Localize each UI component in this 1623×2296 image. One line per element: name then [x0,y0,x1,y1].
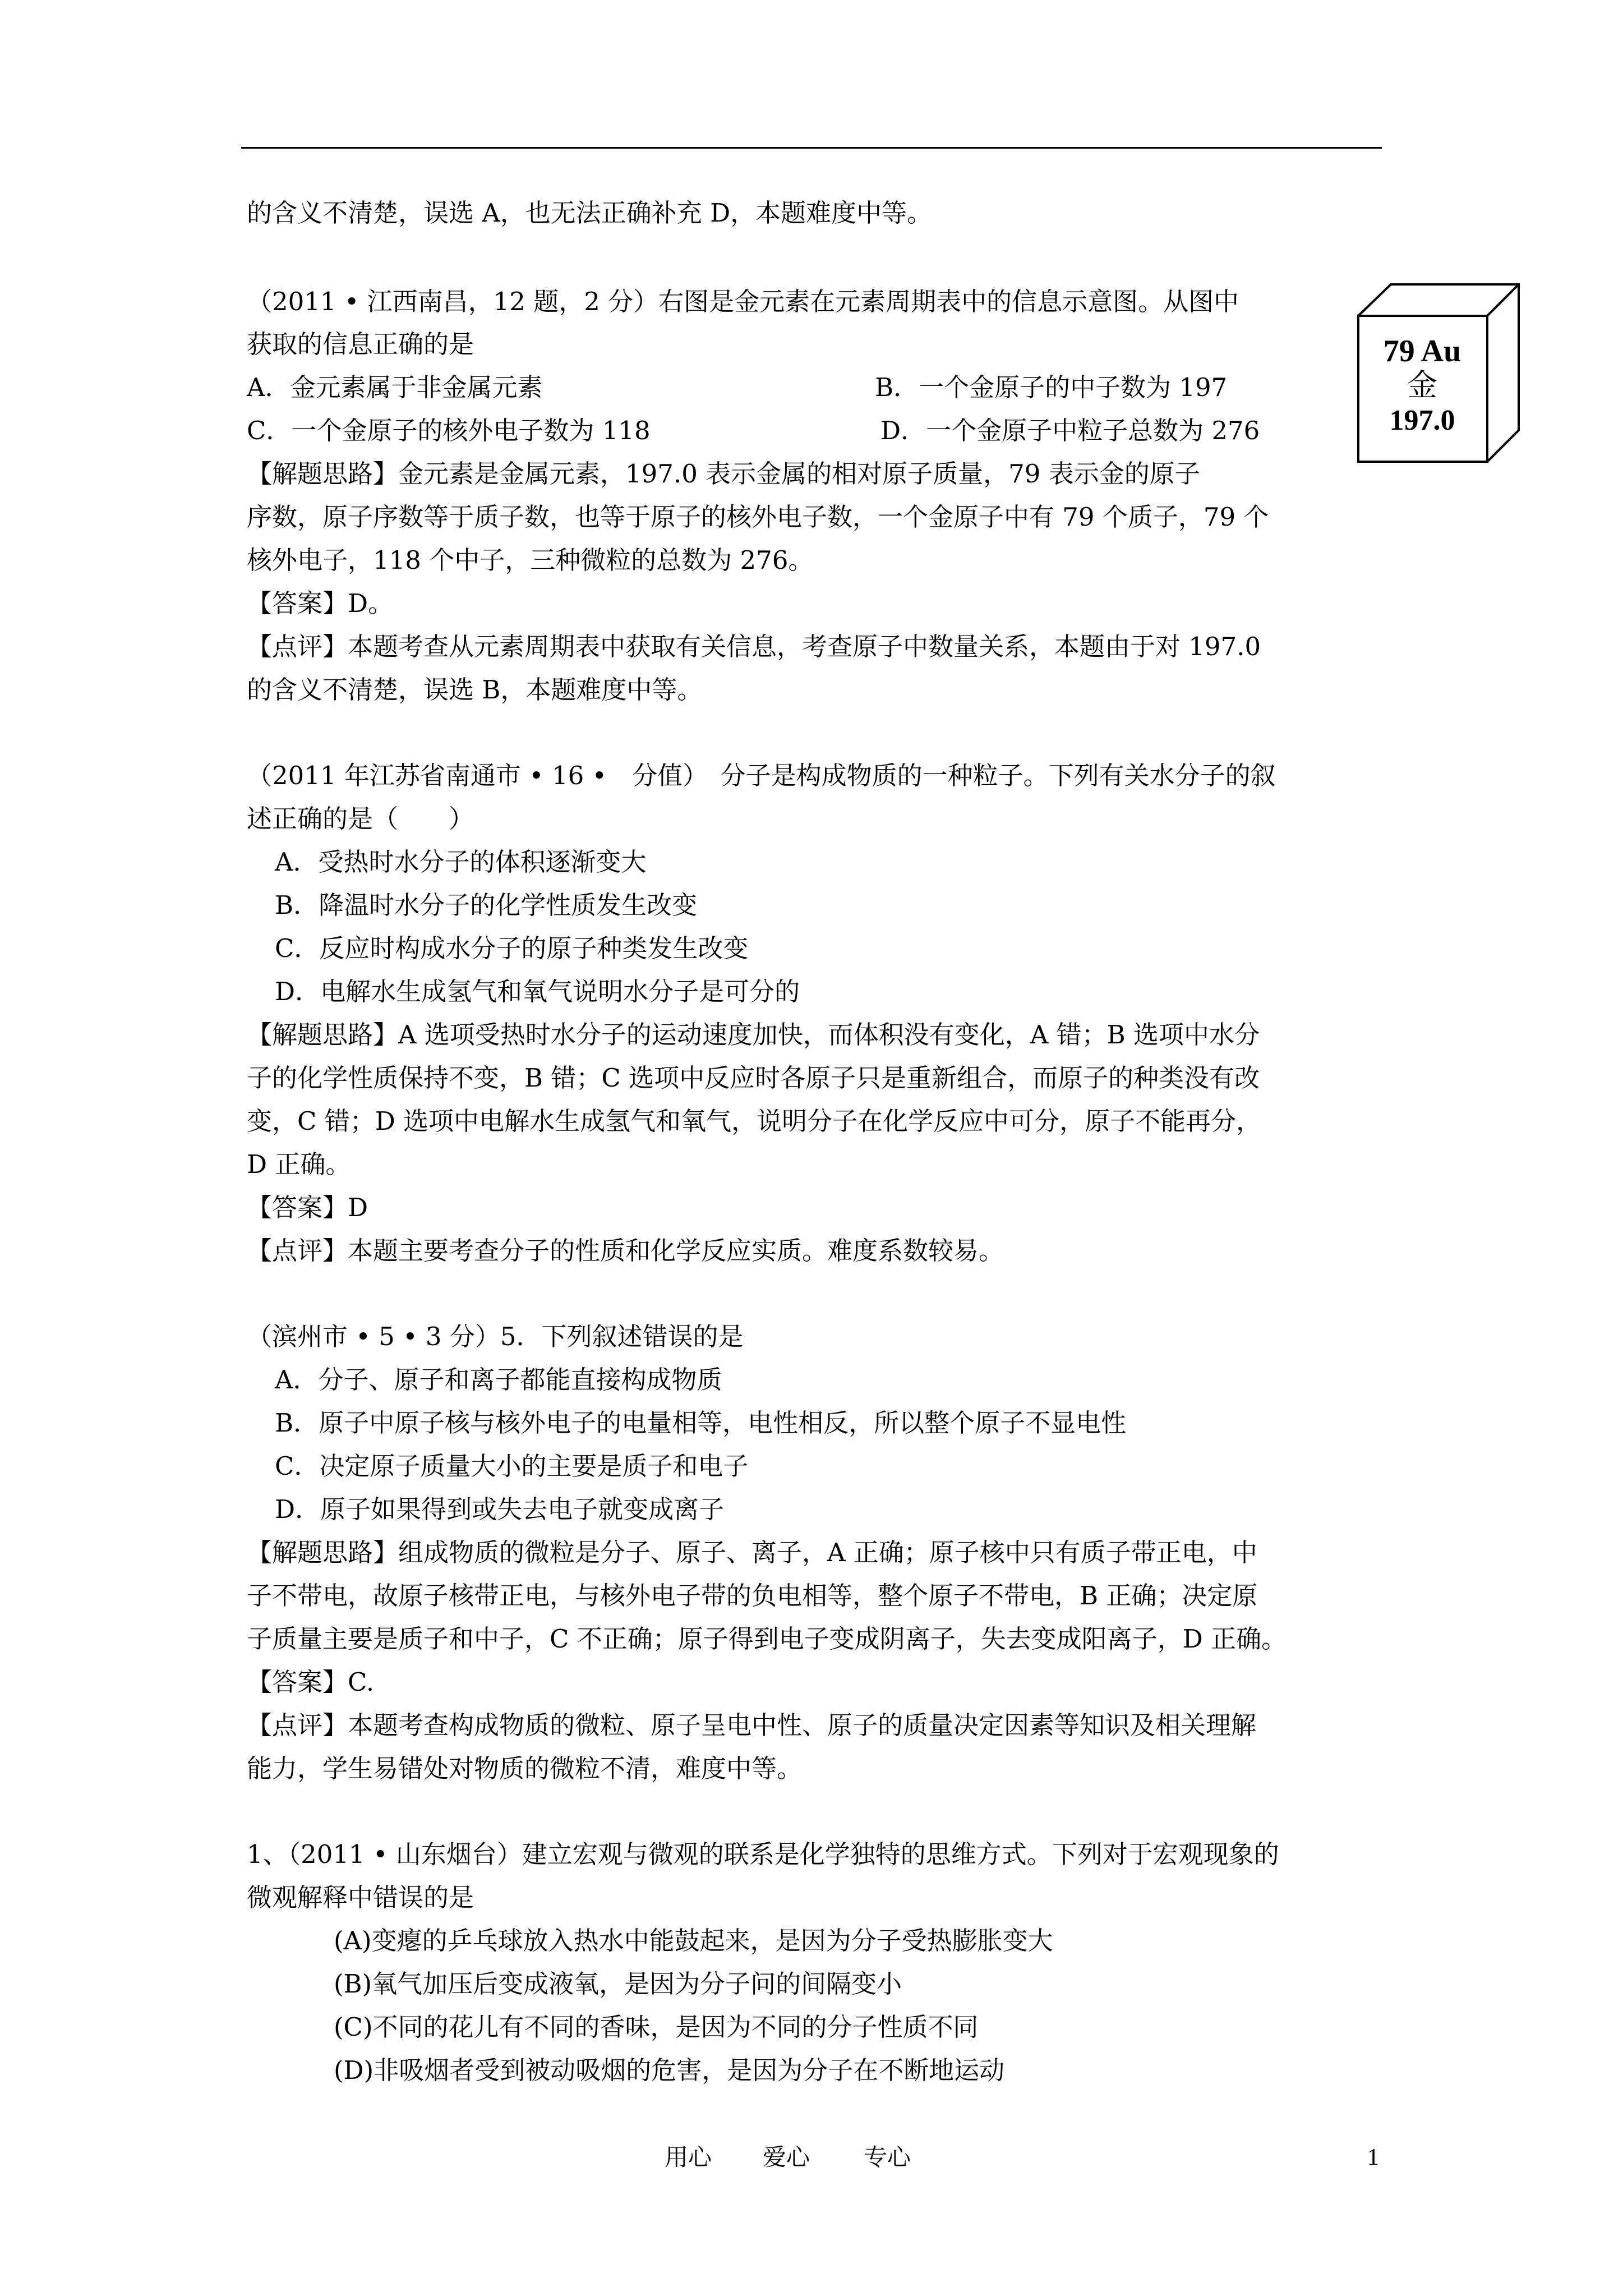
footer-motto: 爱心 [763,2143,810,2171]
option-c: C．决定原子质量大小的主要是质子和电子 [275,1451,749,1481]
option-b: B．降温时水分子的化学性质发生改变 [275,890,698,920]
option-a: A．金元素属于非金属元素 [247,372,543,402]
option-c: C．反应时构成水分子的原子种类发生改变 [275,933,749,963]
option-b: B．原子中原子核与核外电子的电量相等，电性相反，所以整个原子不显电性 [275,1408,1127,1438]
solution-text: 核外电子，118 个中子，三种微粒的总数为 276。 [247,545,814,575]
option-c: (C)不同的花儿有不同的香味，是因为不同的分子性质不同 [334,2012,979,2042]
option-d: D．电解水生成氢气和氧气说明水分子是可分的 [275,977,800,1006]
element-number-symbol: 79 Au [1383,334,1461,369]
text-line: 的含义不清楚，误选 A，也无法正确补充 D，本题难度中等。 [247,198,933,228]
page-number: 1 [1367,2145,1379,2170]
comment-text: 【点评】本题考查构成物质的微粒、原子呈电中性、原子的质量决定因素等知识及相关理解 [247,1710,1257,1740]
solution-text: 【解题思路】组成物质的微粒是分子、原子、离子，A 正确；原子核中只有质子带正电，中 [247,1538,1257,1567]
comment-text: 的含义不清楚，误选 B，本题难度中等。 [247,675,703,705]
question-heading: （2011 • 江西南昌，12 题，2 分）右图是金元素在元素周期表中的信息示意图。从图中 [247,287,1239,316]
solution-text: 子质量主要是质子和中子，C 不正确；原子得到电子变成阴离子，失去变成阳离子，D 正确。 [247,1624,1287,1654]
footer-motto: 用心 [665,2143,712,2171]
answer-text: 【答案】C. [247,1667,375,1697]
answer-text: 【答案】D [247,1193,368,1222]
option-a: (A)变瘪的乒乓球放入热水中能鼓起来，是因为分子受热膨胀变大 [334,1926,1053,1955]
header-rule [241,147,1382,149]
footer-motto: 专心 [864,2143,911,2171]
solution-text: 序数，原子序数等于质子数，也等于原子的核外电子数，一个金原子中有 79 个质子，79 个 [247,502,1269,532]
solution-text: D 正确。 [247,1149,351,1179]
solution-text: 【解题思路】金元素是金属元素，197.0 表示金属的相对原子质量，79 表示金的原子 [247,459,1200,489]
option-a: A．受热时水分子的体积逐渐变大 [275,847,647,877]
option-a: A．分子、原子和离子都能直接构成物质 [275,1365,722,1395]
solution-text: 子的化学性质保持不变，B 错；C 选项中反应时各原子只是重新组合，而原子的种类没有改 [247,1063,1260,1093]
option-c: C．一个金原子的核外电子数为 118 [247,416,651,445]
answer-text: 【答案】D。 [247,588,394,618]
solution-text: 子不带电，故原子核带正电，与核外电子带的负电相等，整个原子不带电，B 正确；决定原 [247,1581,1258,1611]
text-line: 述正确的是（ ） [247,804,474,834]
option-d: D．原子如果得到或失去电子就变成离子 [275,1494,725,1524]
element-name: 金 [1407,367,1437,403]
question-heading: （滨州市 • 5 • 3 分）5．下列叙述错误的是 [247,1322,744,1351]
comment-text: 【点评】本题考查从元素周期表中获取有关信息，考查原子中数量关系，本题由于对 197.0 [247,632,1261,661]
comment-text: 能力，学生易错处对物质的微粒不清，难度中等。 [247,1754,803,1783]
text-line: 获取的信息正确的是 [247,329,474,359]
question-heading: （2011 年江苏省南通市 • 16 • 分值） 分子是构成物质的一种粒子。下列有关水分子的叙 [247,761,1276,790]
element-mass: 197.0 [1389,404,1455,436]
solution-text: 变，C 错；D 选项中电解水生成氢气和氧气，说明分子在化学反应中可分，原子不能再分， [247,1106,1262,1136]
comment-text: 【点评】本题主要考查分子的性质和化学反应实质。难度系数较易。 [247,1236,1004,1266]
option-b: B．一个金原子的中子数为 197 [875,372,1228,402]
solution-text: 【解题思路】A 选项受热时水分子的运动速度加快，而体积没有变化，A 错；B 选项中水分 [247,1020,1260,1050]
question-heading: 1、（2011 • 山东烟台）建立宏观与微观的联系是化学独特的思维方式。下列对于宏观现象的 [247,1839,1279,1869]
text-line: 微观解释中错误的是 [247,1883,474,1912]
option-d: (D)非吸烟者受到被动吸烟的危害，是因为分子在不断地运动 [334,2055,1005,2085]
option-b: (B)氧气加压后变成液氧，是因为分子问的间隔变小 [334,1969,902,1999]
element-card-gold [1357,283,1520,463]
option-d: D．一个金原子中粒子总数为 276 [880,416,1260,445]
